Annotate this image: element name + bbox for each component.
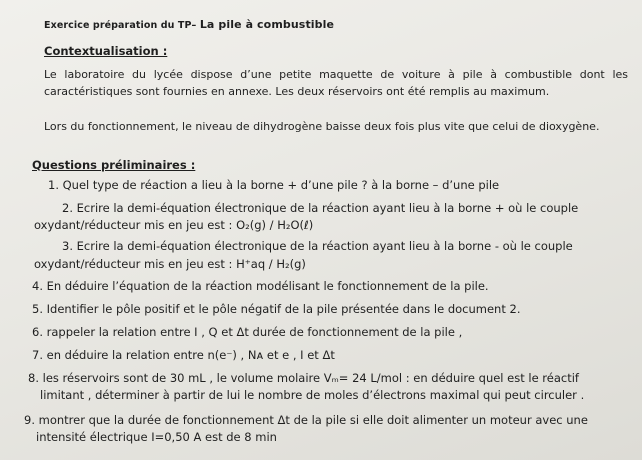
question-5: 5. Identifier le pôle positif et le pôle négatif de la pile présentée dans le document 2.	[32, 302, 521, 316]
questions-title: Questions préliminaires :	[32, 158, 196, 172]
question-3-line-2: oxydant/réducteur mis en jeu est : H⁺aq / H₂(g)	[34, 257, 306, 271]
header-title: La pile à combustible	[199, 18, 335, 31]
context-paragraph-1: Le laboratoire du lycée dispose d’une petite maquette de voiture à pile à combustible dont les caractéristiques sont fournies en annexe. Les deux réservoirs ont été remplis au maximum.	[44, 68, 628, 98]
question-1: 1. Quel type de réaction a lieu à la borne + d’une pile ? à la borne – d’une pile	[48, 178, 500, 192]
exercise-header	[44, 18, 334, 31]
question-2-line-2: oxydant/réducteur mis en jeu est : O₂(g) / H₂O(ℓ)	[34, 218, 314, 232]
question-9-line-2: intensité électrique I=0,50 A est de 8 min	[36, 430, 277, 444]
question-2-line-1: 2. Ecrire la demi-équation électronique de la réaction ayant lieu à la borne + où le couple	[62, 201, 579, 215]
header-prefix: Exercice préparation du TP–	[44, 20, 200, 31]
question-8-line-1: 8. les réservoirs sont de 30 mL , le volume molaire Vₘ= 24 L/mol : en déduire quel est le réactif	[28, 371, 579, 385]
question-6: 6. rappeler la relation entre I , Q et Δt durée de fonctionnement de la pile ,	[32, 325, 463, 339]
context-paragraph-2: Lors du fonctionnement, le niveau de dihydrogène baisse deux fois plus vite que celui de dioxygène.	[44, 120, 600, 133]
question-8-line-2: limitant , déterminer à partir de lui le nombre de moles d’électrons maximal qui peut circuler .	[40, 388, 585, 402]
question-3-line-1: 3. Ecrire la demi-équation électronique de la réaction ayant lieu à la borne - où le couple	[62, 239, 573, 253]
contextualisation-title: Contextualisation :	[44, 44, 168, 58]
question-7: 7. en déduire la relation entre n(e⁻) , Nᴀ et e , I et Δt	[32, 348, 335, 362]
question-4: 4. En déduire l’équation de la réaction modélisant le fonctionnement de la pile.	[32, 279, 489, 293]
question-9-line-1: 9. montrer que la durée de fonctionnement Δt de la pile si elle doit alimenter un moteur avec une	[24, 413, 588, 427]
